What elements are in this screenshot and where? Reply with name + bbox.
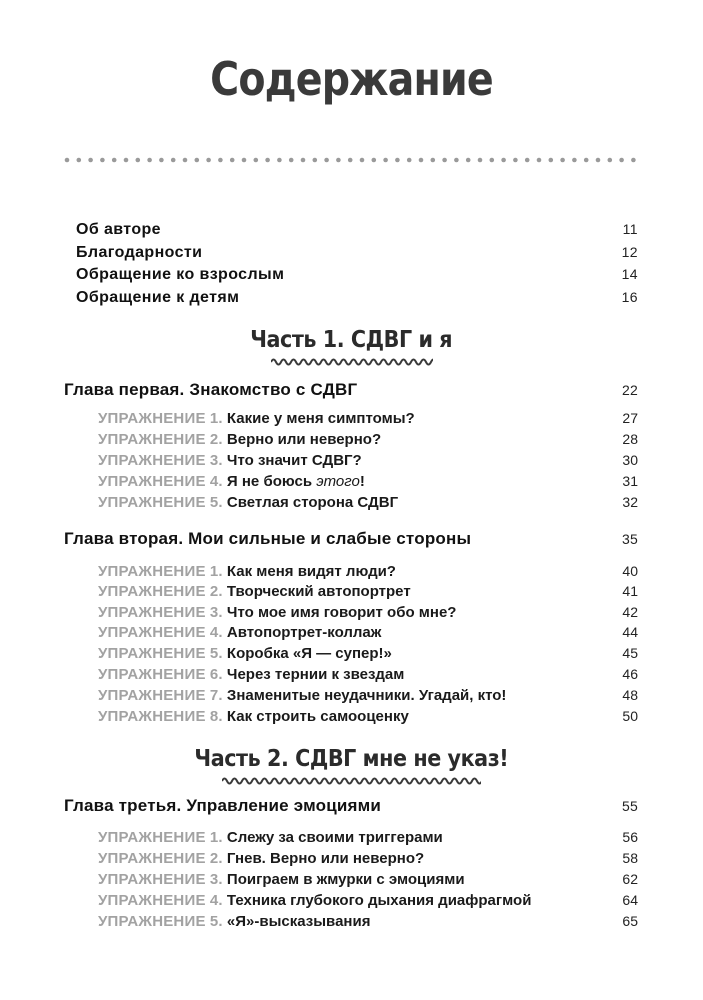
divider-dot [230,158,235,163]
exercise-tag: УПРАЖНЕНИЕ [98,583,206,600]
exercise-entry [98,687,638,704]
divider-dot [336,158,341,163]
exercise-tag: УПРАЖНЕНИЕ [98,645,206,662]
exercise-number: 8. [209,708,223,725]
exercise-number: 4. [209,473,223,490]
divider-dot [549,158,554,163]
divider-dot [560,158,565,163]
exercise-title: Коробка «Я — супер!» [226,645,392,662]
page-number: 45 [622,645,638,661]
exercise-label [98,410,415,427]
exercise-title: Творческий автопортрет [226,583,411,600]
toc-entry [76,289,638,307]
exercise-number: 7. [209,687,223,704]
page-number: 55 [622,798,638,814]
divider-dot [525,158,530,163]
chapter-title: Глава третья. Управление эмоциями [64,796,382,815]
exercise-entry [98,583,638,600]
toc-entry [76,266,638,284]
divider-dot [442,158,447,163]
page-title: Содержание [210,52,493,106]
divider-dot [537,158,542,163]
exercise-entry [98,666,638,683]
page-number: 31 [622,473,638,489]
exercise-label [98,666,404,683]
divider-dot [572,158,577,163]
page-number: 35 [622,531,638,547]
divider-dot [242,158,247,163]
divider-dot [265,158,270,163]
exercise-entry [98,624,638,641]
divider-dot [254,158,259,163]
page-number: 56 [622,829,638,845]
page-number: 28 [622,431,638,447]
chapter-entry [64,529,638,549]
exercise-label [98,687,506,704]
divider-dot [501,158,506,163]
exercise-label [98,452,362,469]
exercise-entry [98,452,638,469]
divider-dot [77,158,82,163]
exercise-label [98,850,424,867]
toc-entry-label: Об авторе [76,221,161,238]
exercise-title: Слежу за своими триггерами [226,829,443,846]
exercise-number: 2. [209,850,223,867]
divider-dot [289,158,294,163]
page-number: 64 [622,892,638,908]
exercise-number: 3. [209,452,223,469]
exercise-label [98,473,365,490]
exercise-label [98,708,409,725]
exercise-label [98,431,381,448]
exercise-entry [98,563,638,580]
exercise-label [98,563,396,580]
divider-dot [383,158,388,163]
divider-dot [348,158,353,163]
exercise-label [98,913,370,930]
page-number: 42 [622,604,638,620]
exercise-title: Что мое имя говорит обо мне? [226,604,457,621]
divider-dot [301,158,306,163]
exercise-tag: УПРАЖНЕНИЕ [98,829,206,846]
exercise-tag: УПРАЖНЕНИЕ [98,563,206,580]
divider-dot [324,158,329,163]
exercise-entry [98,892,638,909]
exercise-title: Как строить самооценку [226,708,409,725]
exercise-entry [98,829,638,846]
exercise-title: Гнев. Верно или неверно? [226,850,425,867]
page-number: 41 [622,583,638,599]
exercise-tag: УПРАЖНЕНИЕ [98,892,206,909]
divider-dot [124,158,129,163]
chapter-title: Глава вторая. Мои сильные и слабые стороны [64,529,472,548]
exercise-title: Что значит СДВГ? [226,452,362,469]
page-number: 40 [622,563,638,579]
chapter-entry [64,796,638,816]
divider-dot [419,158,424,163]
exercise-entry [98,850,638,867]
exercise-entry [98,494,638,511]
page-number: 46 [622,666,638,682]
divider-dot [159,158,164,163]
page-number: 14 [621,266,638,282]
toc-entry-label: Благодарности [76,244,203,261]
exercise-entry [98,604,638,621]
exercise-label [98,494,398,511]
exercise-number: 2. [209,431,223,448]
divider-dot [100,158,105,163]
exercise-number: 1. [209,410,223,427]
wavy-underline [222,775,481,787]
divider-dot [147,158,152,163]
exercise-title: Автопортрет-коллаж [226,624,382,641]
exercise-tag: УПРАЖНЕНИЕ [98,687,206,704]
page-number: 16 [621,289,638,305]
exercise-number: 6. [209,666,223,683]
divider-dot [88,158,93,163]
page-number: 65 [622,913,638,929]
toc-entry-label: Обращение к детям [76,289,240,306]
page-number: 58 [622,850,638,866]
divider-dot [206,158,211,163]
exercise-label [98,829,443,846]
toc-entry [76,244,638,262]
exercise-label [98,624,381,641]
page-number: 32 [622,494,638,510]
exercise-entry [98,645,638,662]
exercise-number: 3. [209,871,223,888]
divider-dot [619,158,624,163]
exercise-tag: УПРАЖНЕНИЕ [98,871,206,888]
exercise-label [98,645,392,662]
exercise-title-part: Я не боюсь [226,473,317,490]
part-title: Часть 2. СДВГ мне не указ! [194,746,509,772]
wavy-underline [271,356,433,368]
exercise-tag: УПРАЖНЕНИЕ [98,410,206,427]
exercise-label [98,583,411,600]
part-heading [0,327,703,353]
page-number: 11 [622,221,638,237]
exercise-entry [98,708,638,725]
exercise-title: Знаменитые неудачники. Угадай, кто! [226,687,507,704]
divider-dot [631,158,636,163]
divider-dot [407,158,412,163]
exercise-tag: УПРАЖНЕНИЕ [98,624,206,641]
exercise-entry [98,871,638,888]
divider-dot [596,158,601,163]
divider-dot [218,158,223,163]
exercise-title-part: ! [359,473,365,490]
exercise-entry [98,431,638,448]
exercise-label [98,892,531,909]
page-number: 30 [622,452,638,468]
toc-entry [76,221,638,239]
part-title: Часть 1. СДВГ и я [250,327,453,353]
exercise-tag: УПРАЖНЕНИЕ [98,850,206,867]
toc-entry-label: Обращение ко взрослым [76,266,285,283]
divider-dot [513,158,518,163]
page-number: 62 [622,871,638,887]
chapter-title: Глава первая. Знакомство с СДВГ [64,380,358,399]
divider-dot [395,158,400,163]
exercise-tag: УПРАЖНЕНИЕ [98,666,206,683]
exercise-label [98,604,456,621]
exercise-title-emphasis: этого [316,473,360,490]
exercise-tag: УПРАЖНЕНИЕ [98,604,206,621]
page-number: 48 [622,687,638,703]
divider-dot [608,158,613,163]
divider-dot [372,158,377,163]
exercise-tag: УПРАЖНЕНИЕ [98,708,206,725]
exercise-number: 5. [209,645,223,662]
exercise-title: Как меня видят люди? [226,563,396,580]
exercise-entry [98,410,638,427]
exercise-tag: УПРАЖНЕНИЕ [98,494,206,511]
exercise-title: Верно или неверно? [226,431,382,448]
divider-dot [136,158,141,163]
divider-dot [195,158,200,163]
exercise-tag: УПРАЖНЕНИЕ [98,473,206,490]
exercise-title: «Я»-высказывания [226,913,371,930]
chapter-entry [64,380,638,400]
exercise-number: 5. [209,913,223,930]
exercise-number: 3. [209,604,223,621]
exercise-tag: УПРАЖНЕНИЕ [98,913,206,930]
page-number: 22 [622,382,638,398]
divider-dot [584,158,589,163]
exercise-number: 2. [209,583,223,600]
exercise-title: Через тернии к звездам [226,666,405,683]
dotted-divider [64,154,640,166]
exercise-title: Какие у меня симптомы? [226,410,415,427]
exercise-label [98,871,465,888]
divider-dot [313,158,318,163]
exercise-entry [98,473,638,490]
exercise-tag: УПРАЖНЕНИЕ [98,431,206,448]
exercise-number: 5. [209,494,223,511]
divider-dot [360,158,365,163]
exercise-title: Поиграем в жмурки с эмоциями [226,871,465,888]
exercise-title: Техника глубокого дыхания диафрагмой [226,892,532,909]
page-number: 27 [622,410,638,426]
page-number: 44 [622,624,638,640]
divider-dot [454,158,459,163]
page-number: 12 [621,244,638,260]
exercise-number: 1. [209,563,223,580]
divider-dot [277,158,282,163]
divider-dot [478,158,483,163]
exercise-tag: УПРАЖНЕНИЕ [98,452,206,469]
part-heading [0,746,703,772]
page-number: 50 [622,708,638,724]
exercise-title [227,473,365,490]
exercise-number: 4. [209,892,223,909]
exercise-number: 4. [209,624,223,641]
divider-dot [466,158,471,163]
divider-dot [65,158,70,163]
divider-dot [431,158,436,163]
exercise-entry [98,913,638,930]
divider-dot [112,158,117,163]
exercise-number: 1. [209,829,223,846]
divider-dot [171,158,176,163]
exercise-title: Светлая сторона СДВГ [226,494,399,511]
divider-dot [490,158,495,163]
divider-dot [183,158,188,163]
